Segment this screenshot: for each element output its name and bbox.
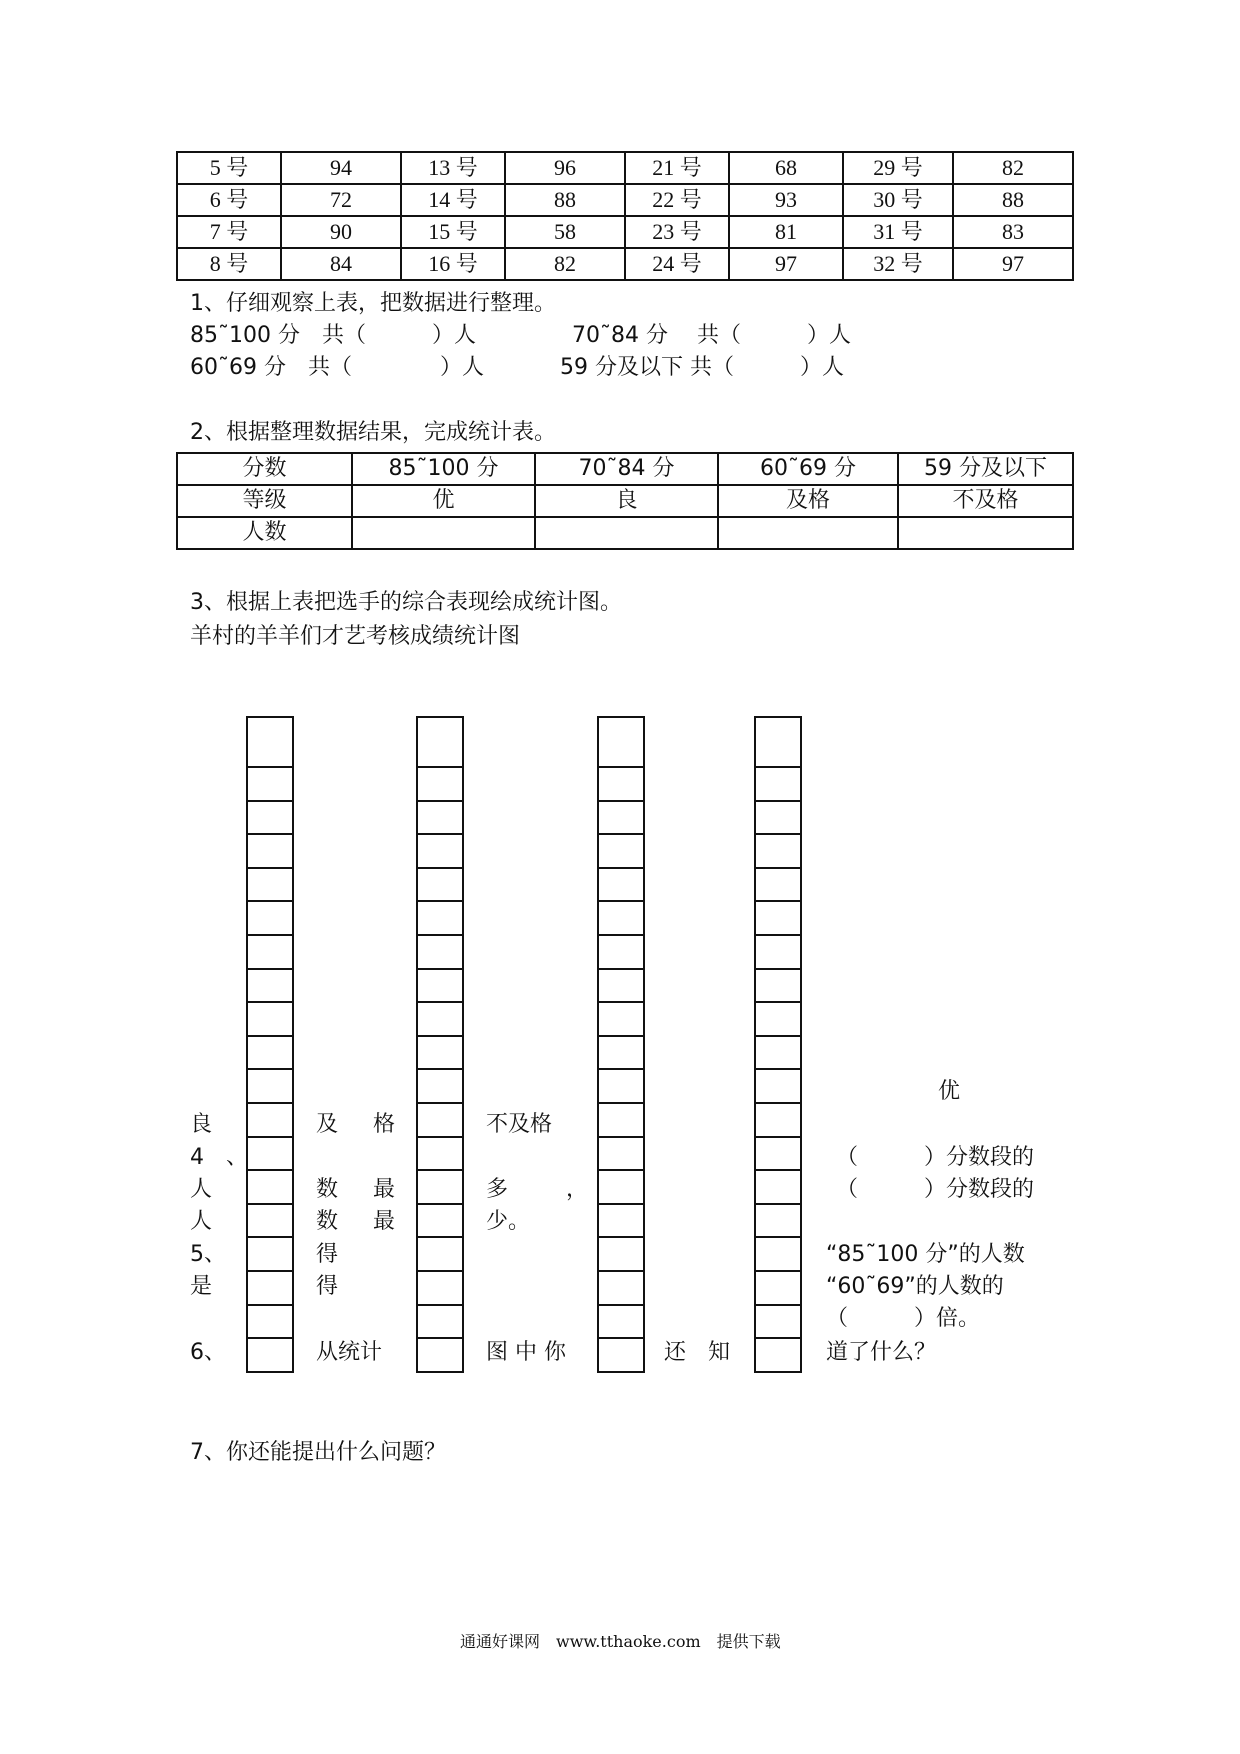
chart-grid-cell[interactable] [248,1037,292,1071]
chart-grid-cell[interactable] [599,1205,643,1239]
q5-number: 5、 [190,1242,226,1267]
chart-grid-cell[interactable] [599,768,643,802]
student-number-cell: 8 号 [177,248,281,280]
chart-grid-cell[interactable] [599,1306,643,1340]
stat-cell: 良 [535,485,718,517]
q6-part-b: 图 中 你 [486,1340,566,1365]
student-number-cell: 31 号 [843,216,953,248]
score-cell: 58 [505,216,625,248]
chart-grid-cell[interactable] [418,835,462,869]
score-cell: 97 [953,248,1073,280]
chart-grid-cell[interactable] [248,1205,292,1239]
chart-grid-cell[interactable] [756,768,800,802]
chart-grid-cell[interactable] [248,1306,292,1340]
chart-grid-cell[interactable] [418,1037,462,1071]
q4-shu2: 数 [316,1209,339,1234]
chart-grid-cell[interactable] [418,1104,462,1138]
score-cell: 97 [729,248,843,280]
chart-grid-cell[interactable] [418,936,462,970]
student-number-cell: 23 号 [625,216,729,248]
chart-title: 羊村的羊羊们才艺考核成绩统计图 [190,624,521,649]
chart-grid-cell[interactable] [599,970,643,1004]
label-you: 优 [938,1079,961,1104]
chart-grid-cell[interactable] [418,1272,462,1306]
chart-grid-cell[interactable] [599,718,643,768]
score-row [177,152,1073,184]
q1-line1b: 70˜84 分 共（ ）人 [572,323,851,348]
chart-grid-cell[interactable] [756,1003,800,1037]
chart-grid-cell[interactable] [599,936,643,970]
student-number-cell: 22 号 [625,184,729,216]
chart-grid-cell[interactable] [756,1205,800,1239]
q6-number: 6、 [190,1340,226,1365]
student-number-cell: 24 号 [625,248,729,280]
stat-count-row [177,517,1073,549]
q4-shao: 少。 [486,1209,531,1234]
count-input-cell[interactable] [535,517,718,549]
chart-grid-cell[interactable] [418,1138,462,1172]
chart-grid-cell[interactable] [599,1037,643,1071]
stat-header-row [177,453,1073,485]
q4-number: 4 、 [190,1145,248,1170]
chart-grid-cell[interactable] [599,1339,643,1373]
chart-grid-cell[interactable] [418,1306,462,1340]
stat-cell: 分数 [177,453,352,485]
chart-grid-cell[interactable] [248,902,292,936]
stat-cell: 优 [352,485,535,517]
chart-grid-cell[interactable] [756,1104,800,1138]
chart-grid-cell[interactable] [418,1171,462,1205]
q1-line2a: 60˜69 分 共（ ）人 [190,355,484,380]
chart-grid-cell[interactable] [248,1003,292,1037]
q4-ren1: 人 [190,1177,213,1202]
chart-grid-cell[interactable] [418,1003,462,1037]
chart-grid-cell[interactable] [248,1339,292,1373]
q1-title: 1、仔细观察上表，把数据进行整理。 [190,291,556,316]
score-cell: 93 [729,184,843,216]
chart-grid-cell[interactable] [756,936,800,970]
score-cell: 81 [729,216,843,248]
chart-grid-cell[interactable] [248,1171,292,1205]
student-number-cell: 15 号 [401,216,505,248]
q5-de2: 得 [316,1274,339,1299]
chart-grid-cell[interactable] [418,1205,462,1239]
student-number-cell: 5 号 [177,152,281,184]
score-cell: 94 [281,152,401,184]
chart-grid-cell[interactable] [248,1138,292,1172]
chart-grid-cell[interactable] [248,1238,292,1272]
q4-zui2: 最 [373,1209,396,1234]
stat-cell: 85˜100 分 [352,453,535,485]
chart-grid-cell[interactable] [756,1238,800,1272]
chart-grid-cell[interactable] [418,1070,462,1104]
stat-grade-row [177,485,1073,517]
q4-shu1: 数 [316,1177,339,1202]
stat-cell: 不及格 [898,485,1073,517]
stat-cell: 等级 [177,485,352,517]
chart-grid-cell[interactable] [599,835,643,869]
score-row [177,184,1073,216]
q2-title: 2、根据整理数据结果，完成统计表。 [190,420,556,445]
chart-grid-cell[interactable] [599,1003,643,1037]
q4-zui1: 最 [373,1177,396,1202]
label-liang: 良 [190,1112,213,1137]
chart-grid-cell[interactable] [756,1171,800,1205]
stat-cell: 70˜84 分 [535,453,718,485]
chart-grid-cell[interactable] [756,1070,800,1104]
student-number-cell: 14 号 [401,184,505,216]
chart-grid-column[interactable] [597,716,645,1373]
score-cell: 68 [729,152,843,184]
label-ji: 及 [316,1112,339,1137]
q1-line2b: 59 分及以下 共（ ）人 [560,355,844,380]
student-number-cell: 13 号 [401,152,505,184]
chart-grid-cell[interactable] [418,902,462,936]
chart-grid-cell[interactable] [756,718,800,768]
q5-right-line1: “85˜100 分”的人数 [826,1242,1025,1267]
student-number-cell: 16 号 [401,248,505,280]
q4-right-line2: （ ）分数段的 [836,1177,1035,1202]
chart-grid-cell[interactable] [599,1272,643,1306]
q5-right-line2: “60˜69”的人数的 [826,1274,1004,1299]
q4-ren2: 人 [190,1209,213,1234]
chart-grid-cell[interactable] [756,1272,800,1306]
chart-grid-cell[interactable] [248,718,292,768]
chart-grid-cell[interactable] [248,869,292,903]
chart-grid-column[interactable] [754,716,802,1373]
chart-grid-cell[interactable] [599,902,643,936]
chart-grid-cell[interactable] [756,835,800,869]
chart-grid-cell[interactable] [756,902,800,936]
chart-grid-cell[interactable] [248,835,292,869]
chart-grid-cell[interactable] [756,1306,800,1340]
chart-grid-cell[interactable] [756,1339,800,1373]
chart-grid-cell[interactable] [599,869,643,903]
q5-de1: 得 [316,1242,339,1267]
q6-part-c: 还 知 [664,1340,731,1365]
chart-grid-cell[interactable] [756,1037,800,1071]
chart-grid-cell[interactable] [248,768,292,802]
q1-line1a: 85˜100 分 共（ ）人 [190,323,476,348]
chart-grid-cell[interactable] [599,1104,643,1138]
chart-grid-cell[interactable] [248,1104,292,1138]
count-input-cell[interactable] [898,517,1073,549]
chart-grid-cell[interactable] [248,1272,292,1306]
chart-grid-cell[interactable] [756,802,800,836]
stat-table [176,452,1074,550]
student-number-cell: 6 号 [177,184,281,216]
chart-grid-cell[interactable] [418,802,462,836]
chart-grid-cell[interactable] [418,1339,462,1373]
count-input-cell[interactable] [352,517,535,549]
stat-cell: 60˜69 分 [718,453,898,485]
chart-grid-cell[interactable] [756,1138,800,1172]
q7-title: 7、你还能提出什么问题？ [190,1440,446,1465]
q6-part-d: 道了什么？ [826,1340,937,1365]
chart-grid-cell[interactable] [599,1171,643,1205]
score-table [176,151,1074,281]
q4-comma: ， [566,1177,589,1202]
chart-grid-column[interactable] [416,716,464,1373]
stat-cell: 59 分及以下 [898,453,1073,485]
student-number-cell: 29 号 [843,152,953,184]
chart-grid-cell[interactable] [418,1238,462,1272]
chart-grid-cell[interactable] [418,768,462,802]
student-number-cell: 7 号 [177,216,281,248]
score-cell: 82 [505,248,625,280]
score-cell: 82 [953,152,1073,184]
chart-grid-cell[interactable] [599,1138,643,1172]
label-bujige: 不及格 [486,1112,553,1137]
stat-cell: 人数 [177,517,352,549]
chart-grid-cell[interactable] [418,970,462,1004]
label-ge: 格 [373,1112,396,1137]
chart-grid-cell[interactable] [756,970,800,1004]
score-cell: 83 [953,216,1073,248]
score-row [177,216,1073,248]
score-cell: 90 [281,216,401,248]
q5-right-line3: （ ）倍。 [826,1306,981,1331]
q6-part-a: 从统计 [316,1340,383,1365]
count-input-cell[interactable] [718,517,898,549]
q5-shi: 是 [190,1274,213,1299]
student-number-cell: 32 号 [843,248,953,280]
chart-grid-cell[interactable] [248,936,292,970]
chart-grid-cell[interactable] [599,802,643,836]
stat-cell: 及格 [718,485,898,517]
chart-grid-cell[interactable] [599,1070,643,1104]
q4-duo: 多 [486,1177,509,1202]
score-cell: 72 [281,184,401,216]
student-number-cell: 30 号 [843,184,953,216]
chart-grid-cell[interactable] [418,718,462,768]
score-cell: 88 [505,184,625,216]
chart-grid-cell[interactable] [248,1070,292,1104]
q4-right-line1: （ ）分数段的 [836,1145,1035,1170]
score-cell: 84 [281,248,401,280]
footer-text: 通通好课网 www.tthaoke.com 提供下载 [460,1632,781,1651]
chart-grid-cell[interactable] [418,869,462,903]
chart-grid-cell[interactable] [248,970,292,1004]
score-cell: 96 [505,152,625,184]
chart-grid-cell[interactable] [756,869,800,903]
chart-grid-cell[interactable] [599,1238,643,1272]
chart-grid-column[interactable] [246,716,294,1373]
q3-title: 3、根据上表把选手的综合表现绘成统计图。 [190,590,622,615]
score-cell: 88 [953,184,1073,216]
score-row [177,248,1073,280]
chart-grid-cell[interactable] [248,802,292,836]
student-number-cell: 21 号 [625,152,729,184]
